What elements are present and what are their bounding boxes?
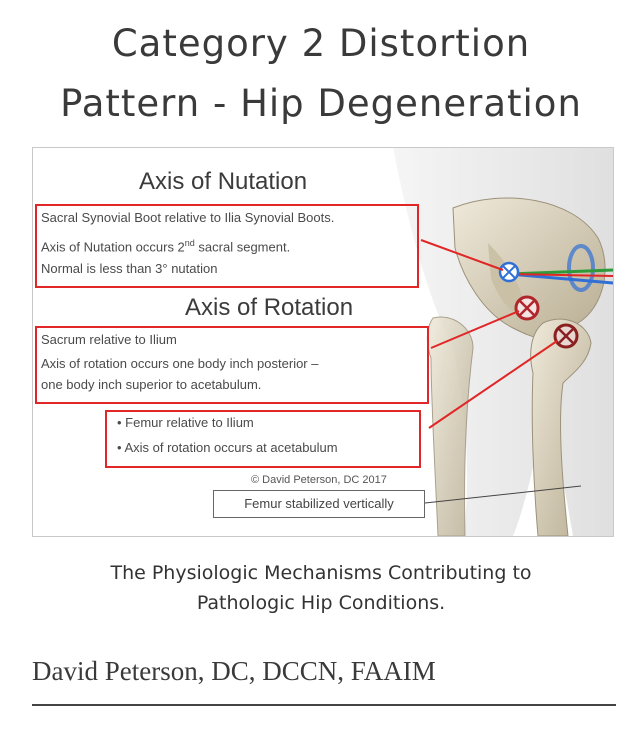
nutation-line-2: Axis of Nutation occurs 2nd sacral segment. — [41, 238, 291, 255]
title-line-2: Pattern - Hip Degeneration — [60, 82, 582, 125]
figure-caption — [0, 558, 642, 618]
title-line-1: Category 2 Distortion — [111, 22, 531, 65]
femur-stabilized-label: Femur stabilized vertically — [213, 490, 425, 518]
left-femur-bone — [427, 317, 473, 536]
author-name: David Peterson, DC, DCCN, FAAIM — [32, 656, 436, 686]
nutation-line-3: Normal is less than 3° nutation — [41, 261, 218, 276]
rotation-line-3: one body inch superior to acetabulum. — [41, 377, 262, 392]
femur-bullet-1: • Femur relative to Ilium — [117, 415, 254, 430]
nutation-heading: Axis of Nutation — [139, 168, 308, 195]
divider-rule — [32, 704, 616, 706]
femur-bullet-2: • Axis of rotation occurs at acetabulum — [117, 440, 338, 455]
nutation-line-1: Sacral Synovial Boot relative to Ilia Synovial Boots. — [41, 210, 335, 225]
rotation-line-2: Axis of rotation occurs one body inch posterior – — [41, 356, 319, 371]
rotation-heading: Axis of Rotation — [185, 294, 354, 321]
caption-line-2: Pathologic Hip Conditions. — [196, 592, 446, 614]
copyright-text: © David Peterson, DC 2017 — [251, 474, 387, 486]
rotation-line-1: Sacrum relative to Ilium — [41, 332, 177, 347]
page-title — [0, 14, 642, 134]
anatomy-figure — [32, 147, 614, 537]
caption-line-1: The Physiologic Mechanisms Contributing to — [110, 562, 532, 584]
